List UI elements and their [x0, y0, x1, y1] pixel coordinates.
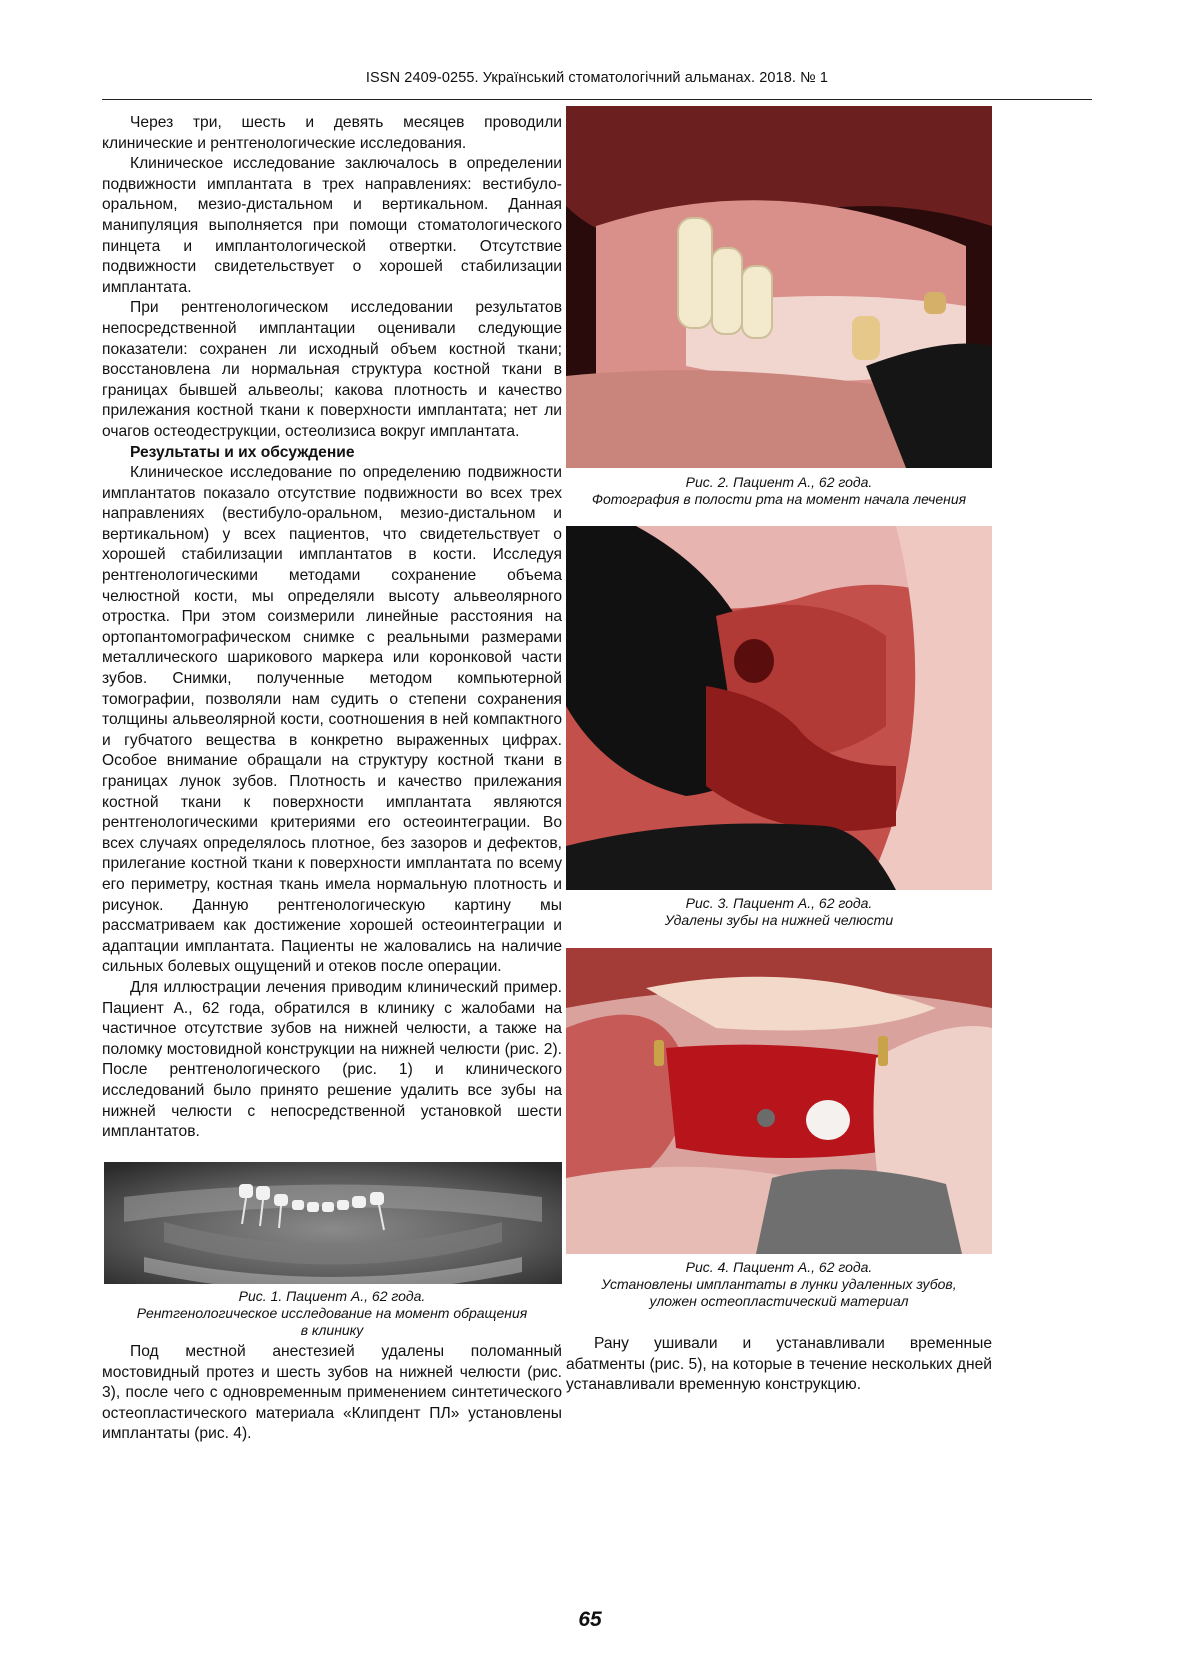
caption-line: уложен остеопластический материал [649, 1293, 909, 1309]
paragraph: Под местной анестезией удалены поломанный мостовидный протез и шесть зубов на нижней челюсти (рис. 3), после чего с одновременным применением синтетического остеопластического материала «Клипдент ПЛ» установлены имплантаты (рис. 4). [102, 1343, 562, 1443]
oral-photo-extraction [566, 526, 992, 890]
oral-photo-implants [566, 948, 992, 1254]
right-column-bottom-text [566, 1334, 992, 1396]
caption-line: Рис. 2. Пациент А., 62 года. [685, 474, 873, 490]
paragraph: При рентгенологическом исследовании результатов непосредственной имплантации оценивали следующие показатели: сохранен ли исходный объем костной ткани; восстановлена ли нормальная структура костной ткани в границах бывшей альвеолы; какова плотность и качество прилежания костной ткани к поверхности имплантата; нет ли очагов остеодеструкции, остеолизиса вокруг имплантата. [102, 299, 562, 440]
paragraph: Клиническое исследование по определению подвижности имплантатов показало отсутствие подвижности во всех трех направлениях (вестибуло-оральном, мезио-дистальном и вертикальном) у всех пациентов, что свидетельствует о хорошей стабилизации имплантатов в кости. Исследуя рентгенологическими методами сохранение объема челюстной кости, мы определяли высоту альвеолярного отростка. При этом соизмерили линейные расстояния на ортопантомографическом снимке с реальными размерами металлического шарикового маркера или коронковой части зубов. Снимки, полученные методом компьютерной томографии, позволяли нам судить о степени сохранения толщины альвеолярной кости, соотношения в ней компактного и губчатого вещества в конкретно выраженных цифрах. Особое внимание обращали на структуру костной ткани в границах лунок зубов. Плотность и качество прилежания костной ткани к поверхности имплантата являются рентгенологическими критериями его остеоинтеграции. Во всех случаях определялось плотное, без зазоров и дефектов, прилегание костной ткани к поверхности имплантата по всему его периметру, костная ткань имела нормальную плотность и рисунок. Данную рентгенологическую картину мы рассматриваем как достижение хорошей остеоинтеграции и адаптации имплантата. Пациенты не жаловались на наличие сильных болевых ощущений и отеков после операции. [102, 464, 562, 976]
oral-photo-initial [566, 106, 992, 468]
paragraph: Клиническое исследование заключалось в определении подвижности имплантата в трех направлениях: вестибуло-оральном, мезио-дистальном и вертикальном. Данная манипуляция выполняется при помощи стоматологического пинцета и имплантологической отвертки. Отсутствие подвижности свидетельствует о хорошей стабилизации имплантата. [102, 155, 562, 296]
page-number: 65 [578, 1608, 602, 1631]
figure-1-caption [102, 1288, 562, 1339]
caption-line: Удалены зубы на нижней челюсти [664, 912, 894, 928]
paragraph: Для иллюстрации лечения приводим клинический пример. Пациент А., 62 года, обратился в клинику с жалобами на частичное отсутствие зубов на нижней челюсти, а также на поломку мостовидной конструкции на нижней челюсти (рис. 2). После рентгенологического (рис. 1) и клинического исследований было принято решение удалить все зубы на нижней челюсти с непосредственной установкой шести имплантатов. [102, 978, 562, 1141]
caption-line: в клинику [300, 1322, 364, 1338]
xray-image [104, 1162, 562, 1284]
figure-3-photo [566, 526, 992, 890]
journal-header: ISSN 2409-0255. Український стоматологічний альманах. 2018. № 1 [365, 70, 829, 86]
caption-line: Рис. 4. Пациент А., 62 года. [685, 1259, 873, 1275]
figure-2-caption [566, 474, 992, 508]
caption-line: Рентгенологическое исследование на момент обращения [136, 1305, 528, 1321]
figure-1-xray [104, 1162, 562, 1284]
figure-3-caption [566, 895, 992, 929]
caption-line: Рис. 1. Пациент А., 62 года. [238, 1288, 426, 1304]
figure-4-photo [566, 948, 992, 1254]
caption-line: Фотография в полости рта на момент начала лечения [591, 491, 967, 507]
paragraph: Рану ушивали и устанавливали временные абатменты (рис. 5), на которые в течение нескольких дней устанавливали временную конструкцию. [566, 1335, 992, 1394]
figure-4-caption [566, 1259, 992, 1310]
paragraph: Через три, шесть и девять месяцев проводили клинические и рентгенологические исследования. [102, 114, 562, 152]
figure-2-photo [566, 106, 992, 468]
section-title: Результаты и их обсуждение [130, 443, 355, 461]
caption-line: Установлены имплантаты в лунки удаленных зубов, [601, 1276, 957, 1292]
left-column-bottom-text [102, 1342, 562, 1445]
caption-line: Рис. 3. Пациент А., 62 года. [685, 895, 873, 911]
left-column-text [102, 113, 562, 1143]
header-rule [102, 99, 1092, 100]
